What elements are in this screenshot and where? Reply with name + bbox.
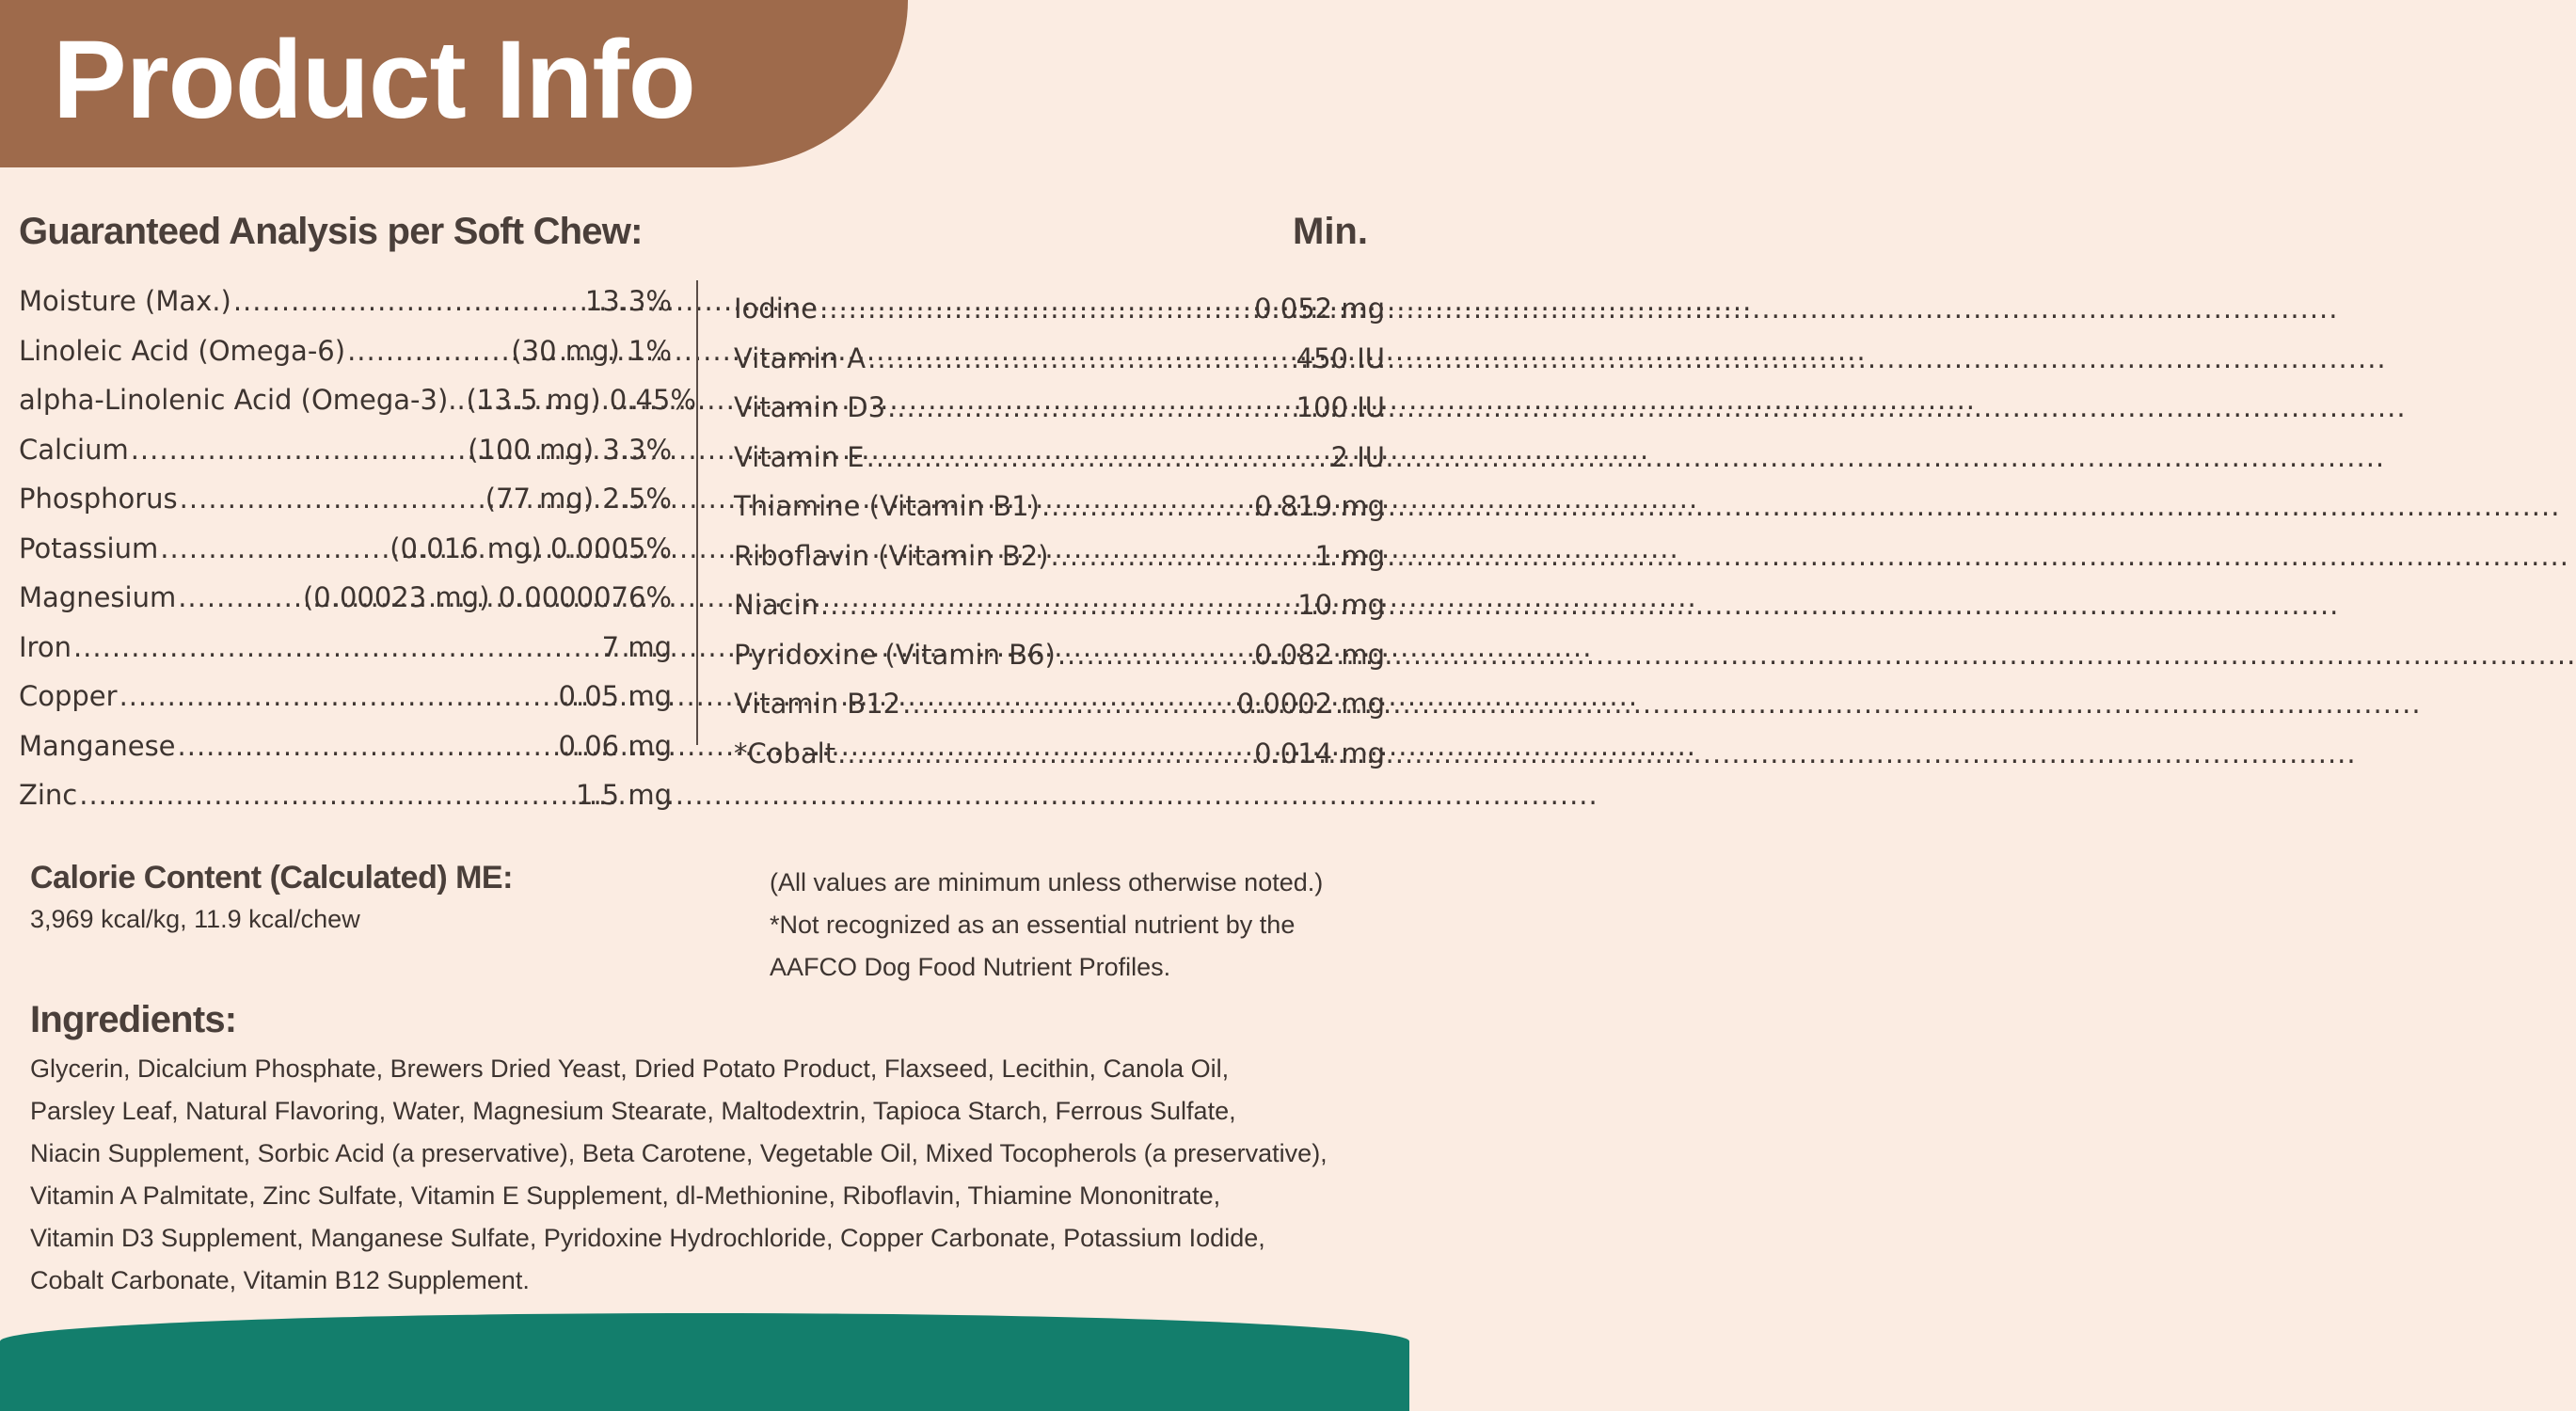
leader-space: [457, 381, 467, 419]
page-title: Product Info: [53, 18, 695, 142]
ingredients-heading: Ingredients:: [30, 999, 237, 1040]
nutrient-value: (13.5 mg) 0.45%: [466, 384, 696, 416]
nutrient-row: [19, 677, 672, 727]
nutrient-row: [734, 735, 1385, 785]
leader-dots: [1057, 636, 1248, 674]
leader-dots: [131, 431, 463, 468]
nutrient-value: 2 IU: [1330, 440, 1385, 473]
nutrient-value: 1 mg: [1314, 539, 1385, 572]
nutrient-label: Copper: [19, 680, 118, 712]
leader-dots: [820, 586, 1292, 624]
calorie-heading: Calorie Content (Calculated) ME:: [30, 860, 513, 896]
nutrient-row: [19, 776, 672, 826]
nutrient-row: [734, 537, 1385, 587]
ingredients-line: Vitamin D3 Supplement, Manganese Sulfate, Pyridoxine Hydrochloride, Copper Carbonate, Potassium Iodide,: [30, 1224, 1265, 1252]
nutrient-value: 0.0002 mg: [1236, 688, 1385, 720]
min-label: Min.: [1293, 211, 1368, 252]
nutrient-value: 13.3%: [584, 285, 672, 317]
leader-dots: [1051, 537, 1310, 575]
nutrient-label: Potassium: [19, 531, 159, 564]
leader-dots: [902, 685, 1232, 722]
leader-dots: [180, 480, 480, 517]
analysis-notes: [770, 862, 1391, 989]
nutrient-label: Manganese: [19, 729, 176, 762]
nutrient-row: [734, 438, 1385, 488]
nutrient-value: (100 mg) 3.3%: [468, 433, 672, 466]
ingredients-line: Cobalt Carbonate, Vitamin B12 Supplement.: [30, 1266, 530, 1294]
analysis-right-column: [734, 290, 1385, 784]
nutrient-value: 10 mg: [1297, 589, 1385, 621]
leader-dots: [160, 530, 384, 567]
leader-dots: [73, 628, 596, 666]
nutrient-row: [734, 340, 1385, 389]
nutrient-row: [19, 431, 672, 481]
nutrient-label: Phosphorus: [19, 483, 178, 515]
leader-dots: [887, 388, 1291, 426]
nutrient-label: Niacin: [734, 589, 819, 621]
nutrient-value: 0.05 mg: [558, 680, 672, 712]
nutrient-value: 7 mg: [601, 630, 672, 663]
nutrient-label: alpha-Linolenic Acid (Omega-3).: [19, 384, 457, 416]
analysis-left-column: [19, 282, 696, 826]
nutrient-label: Moisture (Max.): [19, 285, 231, 317]
nutrient-value: (0.00023 mg) 0.0000076%: [302, 581, 672, 613]
ingredients-line: Vitamin A Palmitate, Zinc Sulfate, Vitamin E Supplement, dl-Methionine, Riboflavin, Thiamine Mononitrate,: [30, 1181, 1221, 1210]
nutrient-label: Riboflavin (Vitamin B2): [734, 539, 1049, 572]
nutrient-value: 0.06 mg: [558, 729, 672, 762]
nutrient-value: 100 IU: [1296, 391, 1385, 423]
nutrient-value: (0.016 mg) 0.0005%: [390, 531, 672, 564]
leader-dots: [79, 776, 570, 814]
note-line: (All values are minimum unless otherwise noted.): [770, 868, 1324, 896]
nutrient-label: Pyridoxine (Vitamin B6): [734, 638, 1056, 671]
nutrient-label: Vitamin B12: [734, 688, 901, 720]
leader-dots: [1042, 487, 1248, 525]
nutrient-row: [19, 282, 672, 332]
nutrient-value: (30 mg) 1%: [511, 334, 672, 367]
nutrient-row: [19, 480, 672, 530]
leader-dots: [819, 290, 1248, 327]
leader-dots: [178, 579, 297, 616]
nutrient-row: [734, 636, 1385, 686]
nutrient-row: [19, 381, 696, 431]
note-line: *Not recognized as an essential nutrient by the: [770, 911, 1296, 939]
calorie-value: 3,969 kcal/kg, 11.9 kcal/chew: [30, 905, 360, 933]
nutrient-label: Zinc: [19, 779, 78, 811]
leader-dots: [233, 282, 580, 320]
leader-dots: [119, 677, 553, 715]
nutrient-value: 0.014 mg: [1254, 737, 1385, 769]
ingredients-line: Glycerin, Dicalcium Phosphate, Brewers Dried Yeast, Dried Potato Product, Flaxseed, Lecithin, Canola Oil,: [30, 1054, 1230, 1083]
nutrient-value: 0.052 mg: [1254, 293, 1385, 325]
ingredients-line: Niacin Supplement, Sorbic Acid (a preservative), Beta Carotene, Vegetable Oil, Mixed Tocopherols (a preservative),: [30, 1139, 1328, 1167]
nutrient-row: [734, 487, 1385, 537]
leader-dots: [837, 735, 1248, 772]
nutrient-row: [19, 530, 672, 579]
nutrient-row: [734, 290, 1385, 340]
nutrient-row: [734, 388, 1385, 438]
ingredients-list: [30, 1048, 1394, 1302]
nutrient-label: *Cobalt: [734, 737, 836, 769]
nutrient-label: Calcium: [19, 433, 129, 466]
leader-dots: [867, 340, 1290, 377]
nutrient-label: Iodine: [734, 293, 818, 325]
nutrient-value: 0.819 mg: [1254, 490, 1385, 522]
leader-dots: [867, 438, 1326, 476]
nutrient-row: [734, 685, 1385, 735]
nutrient-label: Vitamin A: [734, 341, 867, 374]
footer-band: [0, 1313, 1409, 1411]
nutrient-label: Vitamin E: [734, 440, 865, 473]
nutrient-row: [19, 628, 672, 678]
nutrient-value: 450 IU: [1296, 341, 1385, 374]
nutrient-label: Magnesium: [19, 581, 177, 613]
nutrient-label: Iron: [19, 630, 72, 663]
nutrient-row: [734, 586, 1385, 636]
nutrient-value: 1.5 mg: [576, 779, 672, 811]
analysis-heading: Guaranteed Analysis per Soft Chew:: [19, 211, 643, 252]
column-divider: [696, 280, 698, 745]
nutrient-label: Thiamine (Vitamin B1): [734, 490, 1040, 522]
leader-dots: [347, 332, 505, 370]
nutrient-row: [19, 579, 672, 628]
nutrient-label: Vitamin D3: [734, 391, 886, 423]
nutrient-value: 0.082 mg: [1254, 638, 1385, 671]
nutrient-row: [19, 727, 672, 777]
nutrient-row: [19, 332, 672, 382]
note-line: AAFCO Dog Food Nutrient Profiles.: [770, 953, 1171, 981]
nutrient-label: Linoleic Acid (Omega-6): [19, 334, 346, 367]
ingredients-line: Parsley Leaf, Natural Flavoring, Water, Magnesium Stearate, Maltodextrin, Tapioca Starch, Ferrous Sulfate,: [30, 1097, 1236, 1125]
leader-dots: [178, 727, 553, 765]
nutrient-value: (77 mg) 2.5%: [485, 483, 672, 515]
